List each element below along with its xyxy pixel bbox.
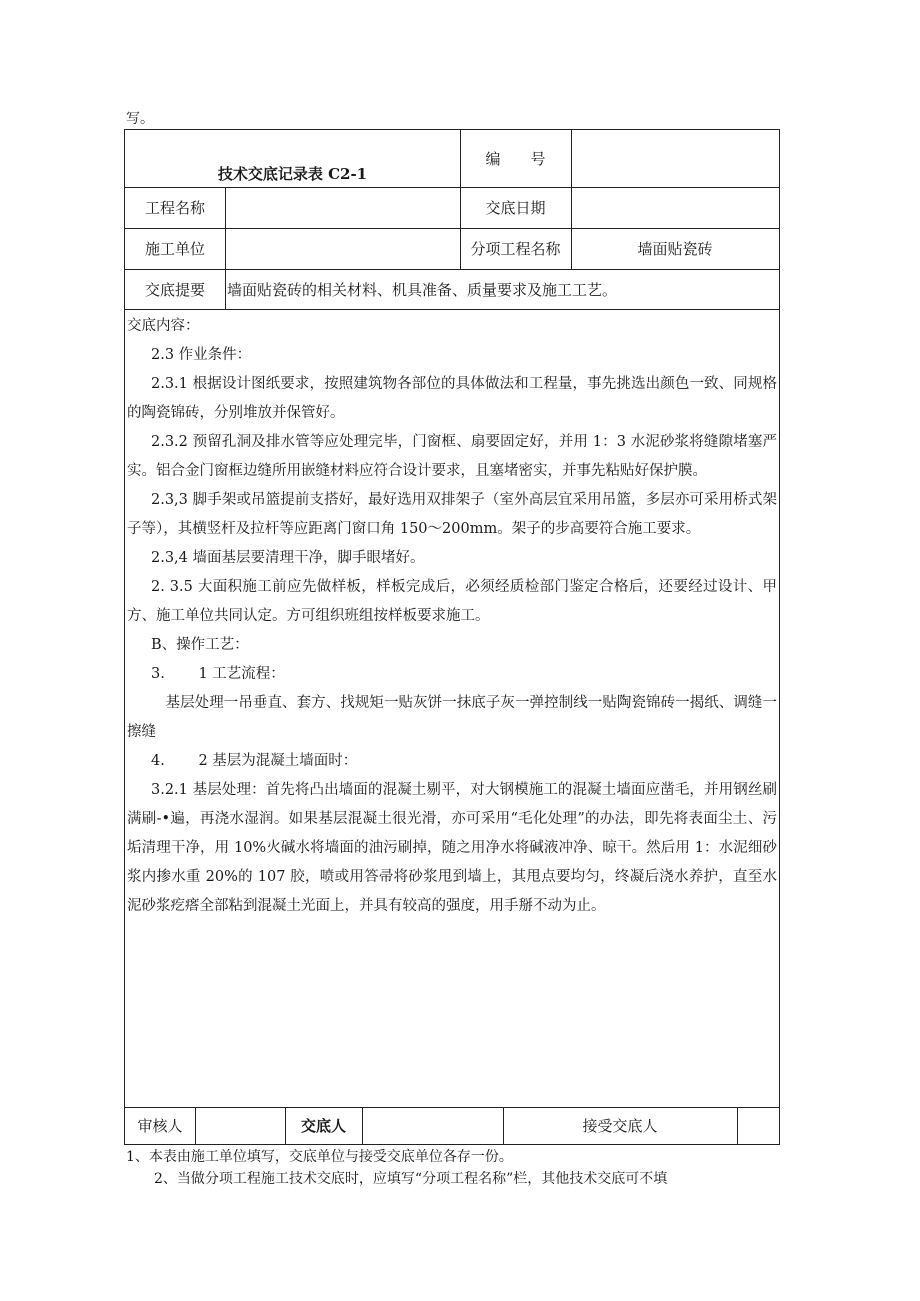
content-paragraph: 2.3.2 预留孔洞及排水管等应处理完毕，门窗框、扇要固定好，并用 1：3 水泥砂浆将缝隙堵塞严实。铝合金门窗框边缝所用嵌缝材料应符合设计要求，且塞堵密实，并事先粘贴好保护膜。: [127, 434, 777, 479]
reviewer-label: 审核人: [137, 1117, 183, 1135]
content-paragraph: 2. 3.5 大面积施工前应先做样板，样板完成后，必须经质检部门鉴定合格后，还要经过设计、甲方、施工单位共同认定。方可组织班组按样板要求施工。: [127, 579, 777, 624]
date-label: 交底日期: [485, 199, 546, 217]
sub-project-label: 分项工程名称: [470, 240, 561, 258]
number-value[interactable]: [571, 130, 779, 187]
sub-project-value[interactable]: 墙面贴瓷砖: [637, 240, 713, 258]
footnote: 1、本表由施工单位填写，交底单位与接受交底单位各存一份。: [126, 1149, 513, 1165]
receiver-label: 接受交底人: [582, 1117, 658, 1135]
discloser-label: 交底人: [300, 1117, 346, 1135]
disclosure-content: [127, 312, 777, 921]
summary-value[interactable]: 墙面贴瓷砖的相关材料、机具准备、质量要求及施工工艺。: [227, 280, 618, 299]
footnote: 2、当做分项工程施工技术交底时，应填写“分项工程名称”栏，其他技术交底可不填: [126, 1171, 668, 1187]
construction-unit-value[interactable]: [225, 228, 460, 269]
number-label: 编 号: [485, 150, 546, 168]
content-paragraph: 2.3 作业条件：: [151, 347, 252, 363]
reviewer-value[interactable]: [195, 1107, 285, 1144]
content-paragraph: 2.3.1 根据设计图纸要求，按照建筑物各部位的具体做法和工程量，事先挑选出颜色一致、同规格的陶瓷锦砖，分别堆放并保管好。: [127, 376, 777, 421]
project-name-label: 工程名称: [144, 199, 205, 217]
summary-label: 交底提要: [144, 280, 205, 299]
content-paragraph: 2.3,4 墙面基层要清理干净，脚手眼堵好。: [151, 550, 425, 566]
top-text-fragment: 写。: [126, 111, 154, 127]
content-paragraph: B、操作工艺：: [151, 637, 249, 653]
footnotes: [126, 1146, 667, 1190]
project-name-value[interactable]: [225, 187, 460, 228]
content-paragraph: 4. 2 基层为混凝土墙面时：: [151, 753, 358, 769]
content-paragraph: 基层处理一吊垂直、套方、找规矩一贴灰饼一抹底子灰一弹控制线一贴陶瓷锦砖一揭纸、调缝一擦缝: [127, 695, 777, 740]
construction-unit-label: 施工单位: [144, 240, 205, 258]
technical-disclosure-form: [124, 129, 780, 1145]
content-paragraph: 2.3,3 脚手架或吊篮提前支搭好，最好选用双排架子（室外高层宜采用吊篮，多层亦可采用桥式架子等），其横竖杆及拉杆等应距离门窗口角 150～200mm。架子的步高要符合施工要求。: [127, 492, 777, 537]
content-paragraph: 3.2.1 基层处理：首先将凸出墙面的混凝土剔平，对大钢模施工的混凝土墙面应凿毛，并用钢丝刷满刷-•遍，再浇水湿润。如果基层混凝土很光滑，亦可采用“毛化处理”的办法，即先将表面尘土、污垢清理干净，用 10%火碱水将墙面的油污刷掉，随之用净水将碱液冲净、晾干。然后用 1：水泥细砂浆内掺水重 20%的 107 胶，喷或用答帚将砂浆甩到墙上，其甩点要均匀，终凝后浇水养护，直至水泥砂浆疙瘩全部粘到混凝土光面上，并具有较高的强度，用手掰不动为止。: [127, 782, 777, 914]
content-paragraph: 3. 1 工艺流程：: [151, 666, 285, 682]
receiver-value[interactable]: [737, 1107, 779, 1144]
discloser-value[interactable]: [362, 1107, 503, 1144]
content-heading: 交底内容：: [127, 318, 200, 334]
form-title: 技术交底记录表 C2-1: [217, 165, 368, 183]
row-divider: [125, 309, 779, 310]
date-value[interactable]: [571, 187, 779, 228]
